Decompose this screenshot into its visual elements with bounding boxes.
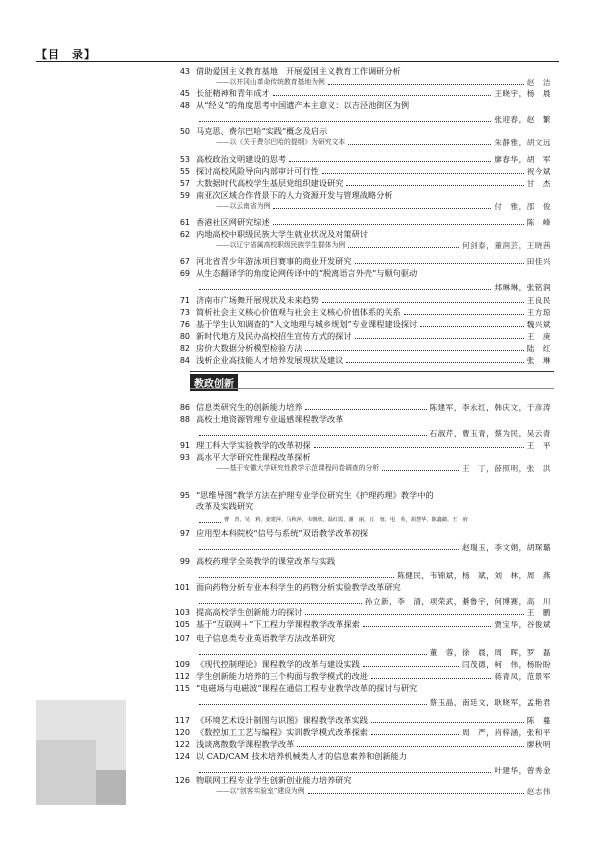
entry-title: 房价大数据分析模型检验方法 — [196, 343, 303, 353]
page-number: 48 — [179, 101, 190, 110]
entry-authors: 陈健民，韦锦斌，杨 斌，刘 林，周 燕 — [397, 571, 551, 580]
entry-title: 济南市广场舞开展现状及未来趋势 — [196, 295, 319, 305]
entry-authors: 陈建军，李永红，韩庆文，于彦涛 — [429, 403, 551, 412]
toc-entry — [179, 154, 551, 165]
leader-dots — [346, 362, 523, 363]
leader-dots — [199, 654, 427, 655]
page-number: 124 — [174, 752, 190, 761]
page-number: 71 — [179, 296, 190, 305]
leader-dots — [371, 734, 459, 735]
leader-dots — [420, 326, 523, 327]
leader-dots — [404, 314, 524, 315]
leader-dots — [322, 302, 524, 303]
entry-title: 《现代控制理论》课程教学的改革与建设实践 — [196, 659, 360, 669]
toc-entry — [179, 319, 551, 330]
entry-title: 从“经义”的角度思考中国遗产本主意义：以吉泾池街区为例 — [196, 100, 410, 110]
toc-entry — [174, 671, 551, 682]
page-number: 105 — [174, 620, 190, 629]
entry-subtitle: ——以井冈山革命传统教育基地为例 — [216, 78, 325, 86]
leader-dots — [328, 84, 524, 85]
entry-title: 学生创新能力培养的三个构面与教学模式的改进 — [196, 671, 368, 681]
entry-title: 高校土地资源管理专业遥感课程教学改革 — [196, 414, 344, 424]
entry-authors: 陆 红 — [526, 344, 551, 353]
page-number: 115 — [174, 684, 190, 693]
entry-title: 借助爱国主义教育基地 开展爱国主义教育工作调研分析 — [196, 66, 401, 76]
entry-title: 简析社会主义核心价值观与社会主义核心价值体系的关系 — [196, 307, 401, 317]
entry-authors: 贾宝华，谷俊斌 — [494, 620, 551, 629]
entry-authors: 赵志伟 — [526, 787, 551, 796]
toc-entry — [174, 607, 551, 618]
entry-title: 从生态翻译学的角度论网传译中的“脱离语言外壳”与顺句驱动 — [196, 268, 418, 278]
leader-dots — [371, 678, 491, 679]
leader-dots — [363, 666, 459, 667]
toc-entry — [179, 331, 551, 342]
entry-subtitle: ——基于安徽大学研究性教学示范课程问卷调查的分析 — [216, 464, 380, 472]
entry-title: 内地高校中职级民族大学生就业状况及对策研讨 — [196, 229, 368, 239]
entry-title: 基于学生认知调查的“人文地理与城乡规划”专业课程建设探讨 — [196, 319, 418, 329]
page-number: 73 — [179, 308, 190, 317]
page-number: 91 — [179, 441, 190, 450]
entry-title: 浅谈离散数学课程教学改革 — [196, 739, 295, 749]
entry-title: 马克思、费尔巴哈“实践”概念及启示 — [196, 126, 328, 136]
leader-dots — [382, 470, 459, 471]
entry-authors: 陈 峰 — [526, 218, 551, 227]
toc-entry — [174, 727, 551, 738]
leader-dots — [305, 350, 523, 351]
leader-dots — [273, 95, 492, 96]
leader-dots — [348, 247, 459, 248]
entry-authors: 廖秋明 — [526, 740, 551, 749]
entry-title: 大数据时代高校学生基层党组织建设研究 — [196, 178, 344, 188]
page-number: 61 — [179, 218, 190, 227]
toc-entry — [179, 556, 551, 581]
entry-title: 浅析企业高技能人才培养发展现状及建议 — [196, 355, 344, 365]
leader-dots — [199, 772, 491, 773]
page-number: 59 — [179, 191, 190, 200]
toc-entry — [174, 775, 551, 797]
entry-authors: 石淑芹，曹玉青，蔡为民，吴云青 — [429, 429, 551, 438]
entry-authors: 叶建华，曾秀金 — [494, 766, 551, 775]
entry-authors: 甘 杰 — [526, 179, 551, 188]
entry-title: 理工科大学实验教学的改革初探 — [196, 440, 311, 450]
entry-title: 电子信息类专业英语教学方法改革研究 — [196, 633, 336, 643]
toc-entry — [179, 217, 551, 228]
page-number: 88 — [179, 415, 190, 424]
entry-authors: 邦琳琳，张铭润 — [494, 283, 551, 292]
leader-dots — [322, 173, 524, 174]
leader-dots — [371, 722, 524, 723]
toc-entry — [174, 751, 551, 776]
page-number: 76 — [179, 320, 190, 329]
entry-title: 信息类研究生的创新能力培养 — [196, 402, 303, 412]
page-number: 50 — [179, 127, 190, 136]
leader-dots — [314, 447, 524, 448]
toc-entry — [174, 633, 551, 658]
page-number: 103 — [174, 608, 190, 617]
page-number: 112 — [174, 672, 190, 681]
toc-entry — [174, 659, 551, 670]
page-number: 57 — [179, 179, 190, 188]
entry-authors: 蔡玉晶，南廷文，耿晓军，孟艳君 — [429, 698, 551, 707]
entry-title: 香港社区网研究综述 — [196, 217, 270, 227]
toc-entry — [179, 490, 551, 526]
entry-title: 新时代地方及民办高校招生宣传方式的探讨 — [196, 331, 352, 341]
leader-dots — [355, 338, 524, 339]
toc-entry — [174, 739, 551, 750]
toc-entry — [179, 190, 551, 212]
page-number: 107 — [174, 634, 190, 643]
page-number: 95 — [179, 491, 190, 500]
entry-authors: 张 琳 — [526, 356, 551, 365]
entry-authors: 王良民 — [526, 296, 551, 305]
toc-entry — [179, 528, 551, 553]
leader-dots — [199, 549, 459, 550]
leader-dots — [363, 626, 491, 627]
toc-entry — [179, 295, 551, 306]
entry-subtitle: ——以《关于费尔巴哈的提纲》为研究文本 — [216, 138, 346, 146]
leader-dots — [297, 746, 523, 747]
page-number: 122 — [174, 740, 190, 749]
leader-dots — [273, 224, 524, 225]
leader-dots — [308, 793, 524, 794]
entry-title: 《环境艺术设计制图与识图》课程教学改革实践 — [196, 715, 368, 725]
toc-entry — [179, 440, 551, 451]
toc-entry — [179, 268, 551, 293]
entry-authors: 董 蓉，徐 晨，周 晖，罗 磊 — [429, 648, 551, 657]
entry-title: “思维导图”教学方法在护理专业学位研究生《护理药理》教学中的 — [196, 490, 434, 500]
page-number: 55 — [179, 167, 190, 176]
entry-title: 南亚次区域合作背景下的人力资源开发与管理战略分析 — [196, 190, 393, 200]
entry-subtitle: ——以“创客实验室”建设为例 — [216, 787, 305, 795]
leader-dots — [199, 289, 491, 290]
entry-title: 应用型本科院校“信号与系统”双语教学改革初探 — [196, 528, 369, 538]
entry-title: 探讨高校风险导向内部审计可行性 — [196, 166, 319, 176]
entry-title: 高校药理学全英教学的课堂改革与实践 — [196, 556, 336, 566]
page-number: 99 — [179, 557, 190, 566]
entry-authors: 赵 洁 — [526, 78, 551, 87]
entry-authors: 廖春华，胡 军 — [494, 155, 551, 164]
entry-authors: 王方琼 — [526, 308, 551, 317]
entry-title: 以 CAD/CAM 技术培养机械类人才的信息素养和创新能力 — [196, 751, 408, 761]
leader-dots — [199, 435, 427, 436]
entry-authors: 曹 青，吴 莉，姜建萍，马秋萍，韦朝欣，温红霞，谢 丽，丘 蓉，电 英，胡慧华，陈鑫懿，王 府 — [224, 517, 468, 523]
section-label: 教政创新 — [190, 374, 238, 391]
page-number: 97 — [179, 529, 190, 538]
page-number: 43 — [179, 67, 190, 76]
entry-authors: 蒋青凤，范景军 — [494, 672, 551, 681]
leader-dots — [199, 121, 491, 122]
entry-title: 《数控加工工艺与编程》实训教学模式改革探索 — [196, 727, 368, 737]
toc-entry — [179, 178, 551, 189]
toc-entry — [179, 100, 551, 125]
toc-entry — [179, 88, 551, 99]
entry-title: 面向药物分析专业本科学生的药物分析实验教学改革研究 — [196, 582, 401, 592]
entry-authors: 赵瑞玉，李文娟，胡琛璐 — [461, 543, 551, 552]
entry-authors: 何剑泰，董润芸，王晓茜 — [461, 241, 551, 250]
entry-authors: 闫茂德，柯 伟，杨盼盼 — [461, 660, 551, 669]
toc-entry — [179, 229, 551, 251]
toc-entry — [174, 619, 551, 630]
entry-authors: 王 丁，薛照明，张 洪 — [461, 464, 551, 473]
page-number: 120 — [174, 728, 190, 737]
page-number: 117 — [174, 716, 190, 725]
leader-dots — [305, 409, 426, 410]
toc-entry — [174, 683, 551, 708]
leader-dots — [199, 704, 427, 705]
leader-dots — [199, 603, 362, 604]
entry-authors: 王 平 — [526, 441, 551, 450]
leader-dots — [348, 144, 491, 145]
toc-entry — [174, 582, 551, 607]
toc-entry — [179, 452, 551, 474]
entry-authors: 田佳兴 — [526, 257, 551, 266]
page-number: 86 — [179, 403, 190, 412]
leader-dots — [305, 614, 523, 615]
toc-entry — [174, 715, 551, 726]
entry-title: 高校政治文明建设的思考 — [196, 154, 287, 164]
leader-dots — [346, 185, 523, 186]
entry-authors: 祝今斌 — [526, 167, 551, 176]
entry-authors: 王晓宇，杨 晨 — [494, 89, 551, 98]
toc-entry — [179, 66, 551, 88]
toc-entry — [179, 166, 551, 177]
entry-authors: 魏兴斌 — [526, 320, 551, 329]
entry-title: 长征精神和青年成才 — [196, 88, 270, 98]
page-number: 84 — [179, 356, 190, 365]
page-number: 45 — [179, 89, 190, 98]
leader-dots — [289, 161, 491, 162]
toc-entry — [179, 402, 551, 413]
page-number: 62 — [179, 230, 190, 239]
entry-authors: 朱静雅，胡文远 — [494, 138, 551, 147]
entry-authors: 陈 蔓 — [526, 716, 551, 725]
page-number: 126 — [174, 776, 190, 785]
entry-authors: 王 鹏 — [526, 608, 551, 617]
entry-title: 河北省青少年游泳项目赛事的商业开发研究 — [196, 256, 352, 266]
entry-authors: 周 严，肖梓涵，张和平 — [461, 728, 551, 737]
entry-subtitle: ——以辽宁省属高校职级民族学生群体为例 — [216, 241, 346, 249]
toc-entry — [179, 256, 551, 267]
toc-entry — [179, 355, 551, 366]
leader-dots — [273, 208, 491, 209]
page-number: 93 — [179, 453, 190, 462]
toc-entry — [179, 414, 551, 439]
page-number: 82 — [179, 344, 190, 353]
entry-authors: 张迎春，赵 繁 — [494, 115, 551, 124]
toc-entry — [179, 126, 551, 148]
entry-authors: 孙立新，李 清，项荣武，綦鲁宇，何博赛，高 川 — [364, 597, 551, 606]
page-number: 69 — [179, 269, 190, 278]
leader-dots — [199, 522, 221, 523]
toc-header: 【目 录】 — [36, 48, 96, 61]
toc-entry — [179, 307, 551, 318]
leader-dots — [355, 263, 524, 264]
page-number: 109 — [174, 660, 190, 669]
entry-authors: 付 雅，邵 俊 — [494, 202, 551, 211]
entry-title: 提高高校学生创新能力的探讨 — [196, 607, 303, 617]
leader-dots — [199, 577, 394, 578]
page-number: 101 — [174, 583, 190, 592]
entry-title: “电磁场与电磁波”课程在通信工程专业教学改革的探讨与研究 — [196, 683, 418, 693]
entry-title: 物联网工程专业学生创新创业能力培养研究 — [196, 775, 352, 785]
page-number: 67 — [179, 257, 190, 266]
toc-entry — [179, 343, 551, 354]
entry-authors: 王 庚 — [526, 332, 551, 341]
page-number: 53 — [179, 155, 190, 164]
entry-title: 基于“互联网＋”下工程力学课程教学改革探索 — [196, 619, 360, 629]
entry-title-cont: 改革及实践研究 — [196, 501, 254, 511]
entry-title: 高水平大学研究性课程改革探析 — [196, 452, 311, 462]
entry-subtitle: ——以云南省为例 — [216, 202, 271, 210]
page-number: 80 — [179, 332, 190, 341]
